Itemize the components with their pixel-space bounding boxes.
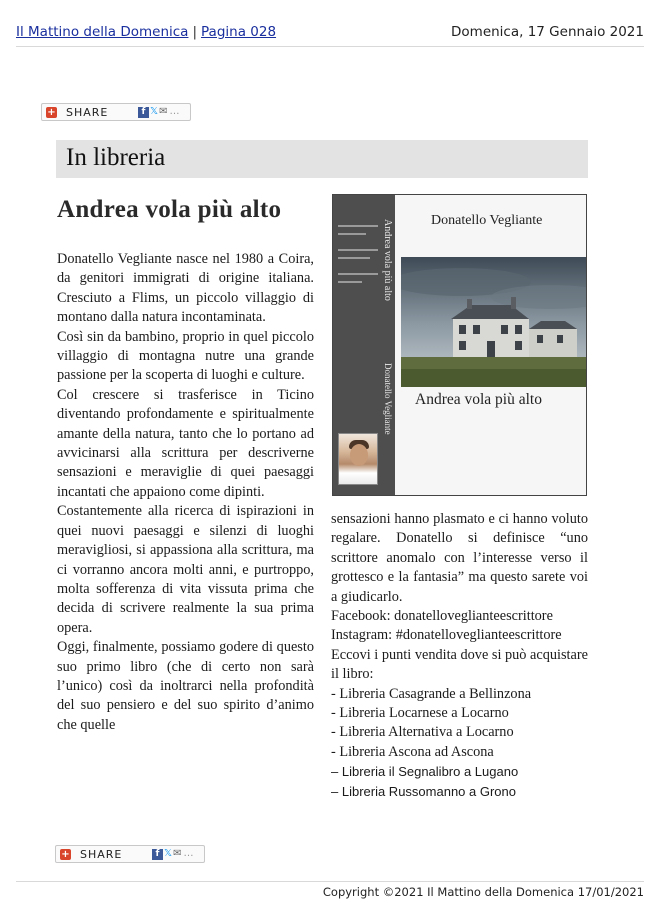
spine-blurb-decoration bbox=[338, 219, 378, 289]
header-divider bbox=[16, 46, 644, 47]
store-item: - Libreria Alternativa a Locarno bbox=[331, 724, 514, 741]
plus-icon: + bbox=[47, 107, 56, 118]
cover-title: Andrea vola più alto bbox=[415, 391, 542, 408]
copyright-footer: Copyright ©2021 Il Mattino della Domenica 17/01/2021 bbox=[322, 885, 644, 899]
header-separator: | bbox=[192, 24, 198, 40]
more-icon[interactable]: … bbox=[183, 848, 194, 859]
store-item: – Libreria il Segnalibro a Lugano bbox=[331, 764, 519, 780]
article-column-2 bbox=[331, 510, 588, 801]
paragraph: Così sin da bambino, proprio in quel piccolo villaggio di montagna nutre una grande passione per la scoperta di luoghi e culture. bbox=[57, 328, 314, 384]
facebook-icon[interactable]: f bbox=[152, 849, 163, 860]
page-link[interactable]: Pagina 028 bbox=[201, 24, 277, 40]
store-item: - Libreria Casagrande a Bellinzona bbox=[331, 685, 532, 702]
paragraph: sensazioni hanno plasmato e ci hanno voluto regalare. Donatello si definisce “uno scrittore anomalo con l’interesse verso il grottesco e la fantasia” ma questo sarete voi a giudicarlo. bbox=[331, 511, 588, 605]
author-photo bbox=[338, 433, 378, 485]
share-label: SHARE bbox=[66, 106, 109, 119]
paragraph: Oggi, finalmente, possiamo godere di questo suo primo libro (che di certo non sarà l’unico) così da inoltrarci nella profondità del suo pensiero e del suo spirito d’animo che quelle bbox=[57, 639, 314, 733]
book-cover-image bbox=[332, 194, 587, 496]
page-header bbox=[16, 22, 644, 46]
issue-date: Domenica, 17 Gennaio 2021 bbox=[451, 24, 644, 40]
share-button-bottom[interactable] bbox=[55, 845, 205, 863]
mail-icon[interactable]: ✉ bbox=[173, 848, 182, 859]
twitter-icon[interactable]: 𝕏 bbox=[150, 106, 159, 117]
paragraph: Donatello Vegliante nasce nel 1980 a Coira, da genitori immigrati di origine italiana. Cresciuto a Flims, un piccolo villaggio di montano dalla natura incontaminata. bbox=[57, 251, 314, 326]
share-label: SHARE bbox=[80, 848, 123, 861]
facebook-line: Facebook: donatelloveglianteescrittore bbox=[331, 608, 553, 625]
article-column-1 bbox=[57, 250, 314, 735]
plus-icon: + bbox=[61, 849, 70, 860]
book-spine bbox=[333, 195, 395, 495]
house-landscape-picture bbox=[401, 257, 587, 387]
mail-icon[interactable]: ✉ bbox=[159, 106, 168, 117]
paragraph: Costantemente alla ricerca di ispirazioni in quei nuovi paesaggi e silenzi di luoghi meravigliosi, si appassiona alla scrittura, ma ci vorranno ancora molti anni, e purtroppo, molta sofferenza di vita vissuta prima che decida di scrivere realmente la sua prima opera. bbox=[57, 503, 314, 636]
spine-title: Andrea vola più alto bbox=[382, 219, 393, 301]
more-icon[interactable]: … bbox=[169, 106, 180, 117]
share-icons bbox=[138, 106, 179, 118]
section-title: In libreria bbox=[66, 144, 166, 171]
spine-author: Donatello Vegliante bbox=[383, 363, 393, 435]
footer-divider bbox=[16, 881, 644, 882]
twitter-icon[interactable]: 𝕏 bbox=[164, 848, 173, 859]
publication-link[interactable]: Il Mattino della Domenica bbox=[16, 24, 189, 40]
paragraph: Col crescere si trasferisce in Ticino diventando profondamente e spiritualmente amante della natura, tanto che lo portano ad avvicinarsi alla scrittura per descriverne sensazioni e meraviglie di quei paesaggi incantati che appaiono come dipinti. bbox=[57, 386, 314, 500]
store-item: – Libreria Russomanno a Grono bbox=[331, 783, 516, 799]
instagram-line: Instagram: #donatelloveglianteescrittore bbox=[331, 627, 562, 644]
store-item: - Libreria Locarnese a Locarno bbox=[331, 705, 509, 722]
header-links bbox=[16, 24, 276, 40]
facebook-icon[interactable]: f bbox=[138, 107, 149, 118]
share-icons bbox=[152, 848, 193, 860]
article-headline: Andrea vola più alto bbox=[57, 196, 282, 223]
store-item: - Libreria Ascona ad Ascona bbox=[331, 743, 494, 760]
share-button-top[interactable] bbox=[41, 103, 191, 121]
section-banner bbox=[56, 140, 588, 178]
cover-author: Donatello Vegliante bbox=[431, 213, 543, 228]
paragraph: Eccovi i punti vendita dove si può acquistare il libro: bbox=[331, 646, 588, 683]
